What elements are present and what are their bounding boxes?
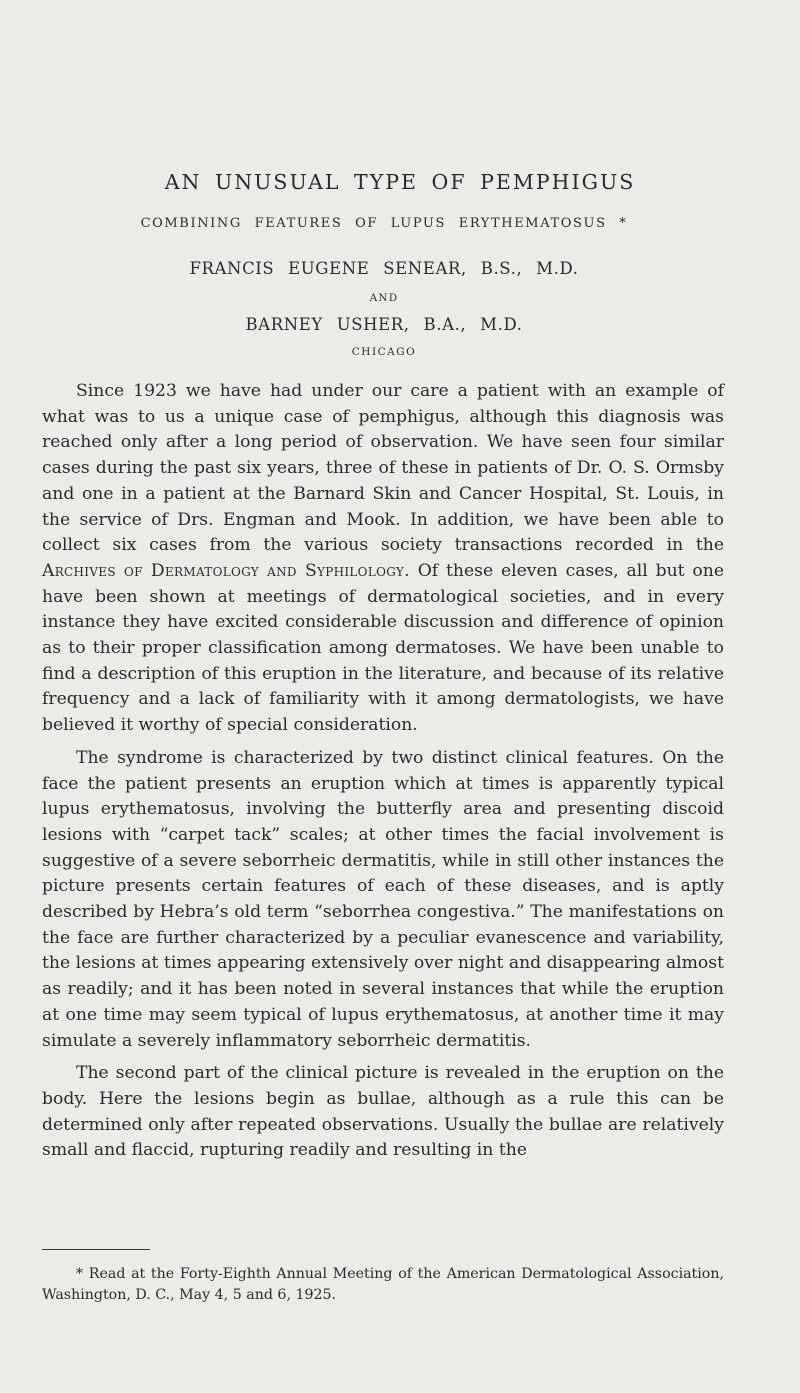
paragraph-1-text-a: Since 1923 we have had under our care a patient with an example of what was to us a unique case of pemphigus, although this diagnosis was reached only after a long period of observation. We have seen four similar cases during the past six years, three of these in patients of Dr. O. S. Ormsby and one in a patient at the Barnard Skin and Cancer Hospital, St. Louis, in the service of Drs. Engman and Mook. In addition, we have been able to collect six cases from the various society transactions recorded in the bbox=[42, 381, 724, 556]
article-title: AN UNUSUAL TYPE OF PEMPHIGUS bbox=[164, 170, 636, 194]
article-body bbox=[42, 379, 724, 1171]
paragraph-2: The syndrome is characterized by two distinct clinical features. On the face the patient presents an eruption which at times is apparently typical lupus erythematosus, involving the butterfly area and presenting discoid lesions with “carpet tack” scales; at other times the facial involvement is suggestive of a severe seborrheic dermatitis, while in still other instances the picture presents certain features of each of these diseases, and is aptly described by Hebra’s old term “seborrhea congestiva.” The manifestations on the face are further characterized by a peculiar evanescence and variability, the lesions at times appearing extensively over night and disappearing almost as readily; and it has been noted in several instances that while the eruption at one time may seem typical of lupus erythematosus, at another time it may simulate a severely inflammatory seborrheic dermatitis. bbox=[42, 747, 724, 1051]
author-conjunction: AND bbox=[369, 292, 399, 304]
author-location: CHICAGO bbox=[351, 346, 417, 358]
footnote-divider bbox=[42, 1249, 150, 1250]
author-senear: FRANCIS EUGENE SENEAR, B.S., M.D. bbox=[189, 259, 579, 278]
article-subtitle: COMBINING FEATURES OF LUPUS ERYTHEMATOSUS * bbox=[140, 216, 628, 231]
paragraph-3: The second part of the clinical picture is revealed in the eruption on the body. Here the lesions begin as bullae, although as a rule this can be determined only after repeated observations. Usually the bullae are relatively small and flaccid, rupturing readily and resulting in the bbox=[42, 1063, 724, 1161]
paragraph-1 bbox=[42, 379, 724, 739]
paragraph-1-text-b: Of these eleven cases, all but one have been shown at meetings of dermatological societies, and in every instance they have excited considerable discussion and difference of opinion as to their proper classification among dermatoses. We have been unable to find a description of this eruption in the literature, and because of its relative frequency and a lack of familiarity with it among dermatologists, we have believed it worthy of special consideration. bbox=[42, 560, 724, 736]
journal-name: Archives of Dermatology and Syphilology. bbox=[42, 560, 410, 581]
footnote-text: * Read at the Forty-Eighth Annual Meeting of the American Dermatological Association, Washington, D. C., May 4, 5 and 6, 1925. bbox=[42, 1266, 724, 1303]
footnote bbox=[42, 1264, 724, 1306]
author-usher: BARNEY USHER, B.A., M.D. bbox=[245, 315, 523, 334]
